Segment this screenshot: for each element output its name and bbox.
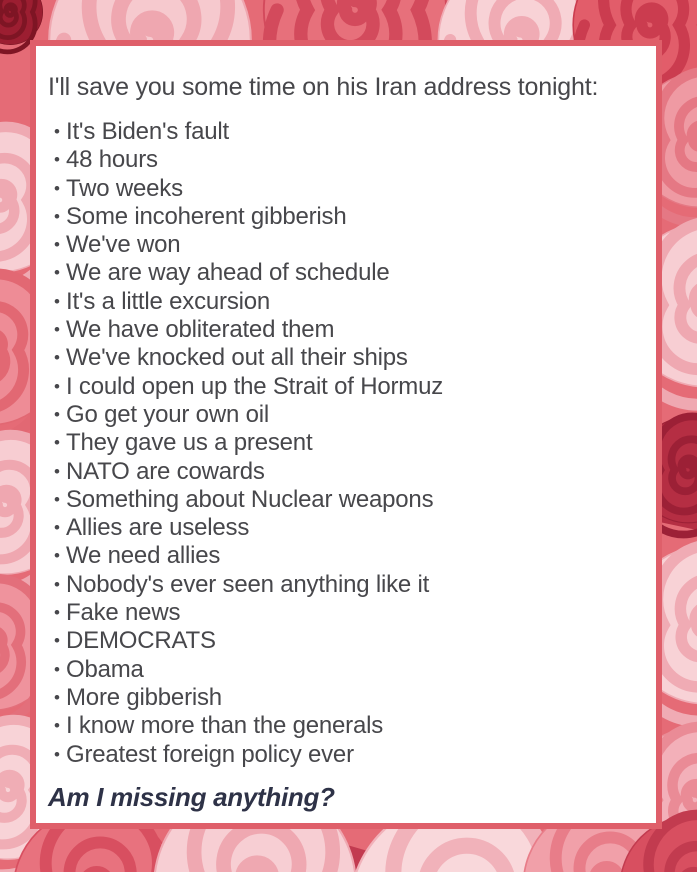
list-item-text: Some incoherent gibberish (66, 202, 347, 230)
bullet-icon: • (54, 574, 60, 594)
list-item (48, 146, 640, 174)
bullet-icon: • (54, 744, 60, 764)
list-item (48, 231, 640, 259)
list-item (48, 458, 640, 486)
list-item (48, 571, 640, 599)
list-item-text: NATO are cowards (66, 457, 265, 485)
list-item (48, 401, 640, 429)
list-item-text: Greatest foreign policy ever (66, 740, 354, 768)
list-item-text: Obama (66, 655, 144, 683)
list-item-text: I know more than the generals (66, 712, 384, 740)
bullet-icon: • (54, 603, 60, 623)
list-item-text: It's Biden's fault (66, 118, 229, 145)
talking-points-list (48, 118, 640, 769)
list-item (48, 203, 640, 231)
list-item (48, 316, 640, 344)
list-item (48, 542, 640, 570)
list-item-text: I could open up the Strait of Hormuz (66, 372, 444, 400)
list-item-text: Go get your own oil (66, 400, 269, 428)
bullet-icon: • (54, 546, 60, 566)
list-item-text: We've won (66, 231, 181, 259)
list-item (48, 599, 640, 627)
bullet-icon: • (54, 235, 60, 255)
bullet-icon: • (54, 206, 60, 226)
list-item-text: Fake news (66, 599, 181, 627)
list-item-text: Allies are useless (66, 514, 250, 542)
bullet-icon: • (54, 348, 60, 368)
bullet-icon: • (54, 461, 60, 481)
bullet-icon: • (54, 150, 60, 170)
text-card (30, 40, 662, 829)
list-item-text: 48 hours (66, 146, 158, 174)
list-item-text: They gave us a present (66, 429, 313, 457)
list-item-text: We have obliterated them (66, 316, 335, 344)
list-item-text: We've knocked out all their ships (66, 344, 408, 372)
list-item (48, 429, 640, 457)
bullet-icon: • (54, 687, 60, 707)
list-item (48, 712, 640, 740)
bullet-icon: • (54, 518, 60, 538)
bullet-icon: • (54, 404, 60, 424)
list-item-text: It's a little excursion (66, 287, 271, 315)
list-item (48, 259, 640, 287)
list-item (48, 486, 640, 514)
bullet-icon: • (54, 489, 60, 509)
list-item (48, 373, 640, 401)
list-item (48, 175, 640, 203)
bullet-icon: • (54, 659, 60, 679)
bullet-icon: • (54, 376, 60, 396)
list-item-text: Nobody's ever seen anything like it (66, 570, 430, 598)
bullet-icon: • (54, 178, 60, 198)
list-item-text: We are way ahead of schedule (66, 259, 390, 287)
list-item (48, 514, 640, 542)
list-item (48, 344, 640, 372)
list-item-text: We need allies (66, 542, 221, 570)
bullet-icon: • (54, 433, 60, 453)
list-item (48, 741, 640, 769)
list-item-text: More gibberish (66, 683, 222, 711)
list-item (48, 656, 640, 684)
list-item (48, 627, 640, 655)
list-item-text: Something about Nuclear weapons (66, 485, 434, 513)
bullet-icon: • (54, 122, 60, 141)
card-footer-question: Am I missing anything? (48, 781, 335, 812)
bullet-icon: • (54, 631, 60, 651)
list-item (48, 684, 640, 712)
list-item (48, 288, 640, 316)
bullet-icon: • (54, 263, 60, 283)
list-item-text: DEMOCRATS (66, 627, 216, 655)
bullet-icon: • (54, 716, 60, 736)
list-item-text: Two weeks (66, 174, 183, 202)
card-title: I'll save you some time on his Iran address tonight: (48, 73, 599, 101)
bullet-icon: • (54, 320, 60, 340)
list-item (48, 118, 640, 146)
bullet-icon: • (54, 291, 60, 311)
